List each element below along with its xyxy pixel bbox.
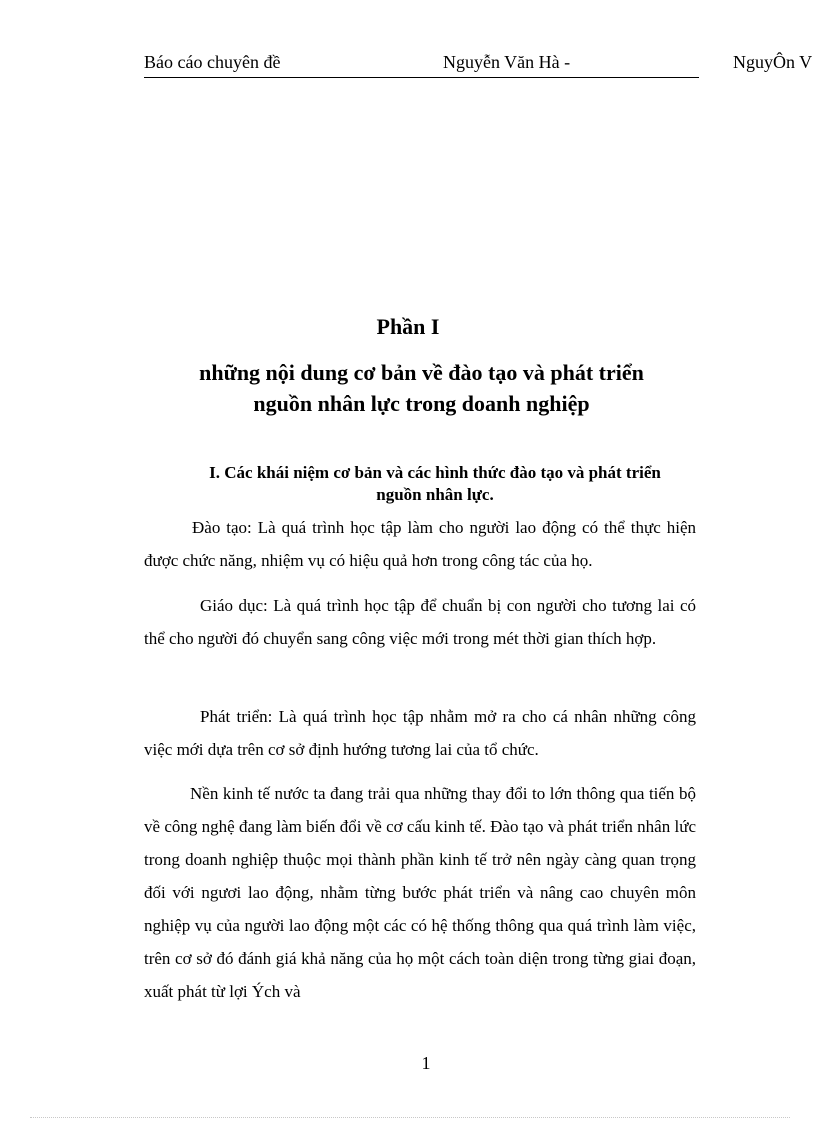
part-title: Phần I	[376, 314, 440, 339]
header-rule	[144, 77, 699, 78]
header-report-title: Báo cáo chuyên đề	[144, 52, 281, 72]
section-heading	[170, 462, 700, 506]
header-right-text: NguyÔn V	[733, 52, 813, 72]
part-subtitle-line-2: nguồn nhân lực trong doanh nghiệp	[253, 391, 590, 416]
paragraph-giao-duc: Giáo dục: Là quá trình học tập để chuẩn bị con người cho tương lai có thể cho người đó chuyển sang công việc mới trong mét thời gian thích hợp.	[144, 596, 696, 648]
header-author: Nguyễn Văn Hà -	[443, 52, 571, 72]
section-heading-line-1: I. Các khái niệm cơ bản và các hình thức đào tạo và phát triển	[209, 463, 661, 482]
page-bottom-divider	[30, 1117, 790, 1118]
paragraph-dao-tao: Đào tạo: Là quá trình học tập làm cho người lao động có thể thực hiện được chức năng, nhiệm vụ có hiệu quả hơn trong công tác của họ.	[144, 518, 696, 570]
section-heading-line-2: nguồn nhân lực.	[376, 485, 494, 504]
page-number: 1	[421, 1053, 431, 1073]
paragraph-phat-trien: Phát triển: Là quá trình học tập nhằm mở ra cho cá nhân những công việc mới dựa trên cơ sở định hướng tương lai của tổ chức.	[144, 707, 696, 759]
page-header	[0, 52, 816, 78]
part-subtitle-line-1: những nội dung cơ bản về đào tạo và phát triển	[199, 360, 644, 385]
paragraph-nen-kinh-te: Nền kinh tế nước ta đang trải qua những thay đổi to lớn thông qua tiến bộ về công nghệ đang làm biến đổi về cơ cấu kinh tế. Đào tạo và phát triển nhân lức trong doanh nghiệp thuộc mọi thành phần kinh tế trở nên ngày càng quan trọng đối với ngươi lao động, nhằm từng bước phát triển và nâng cao chuyên môn nghiệp vụ của người lao động một các có hệ thống thông qua quá trình làm việc, trên cơ sở đó đánh giá khả năng của họ một cách toàn diện trong từng giai đoạn, xuất phát từ lợi Ých và	[144, 784, 696, 1001]
part-subtitle	[144, 357, 699, 419]
